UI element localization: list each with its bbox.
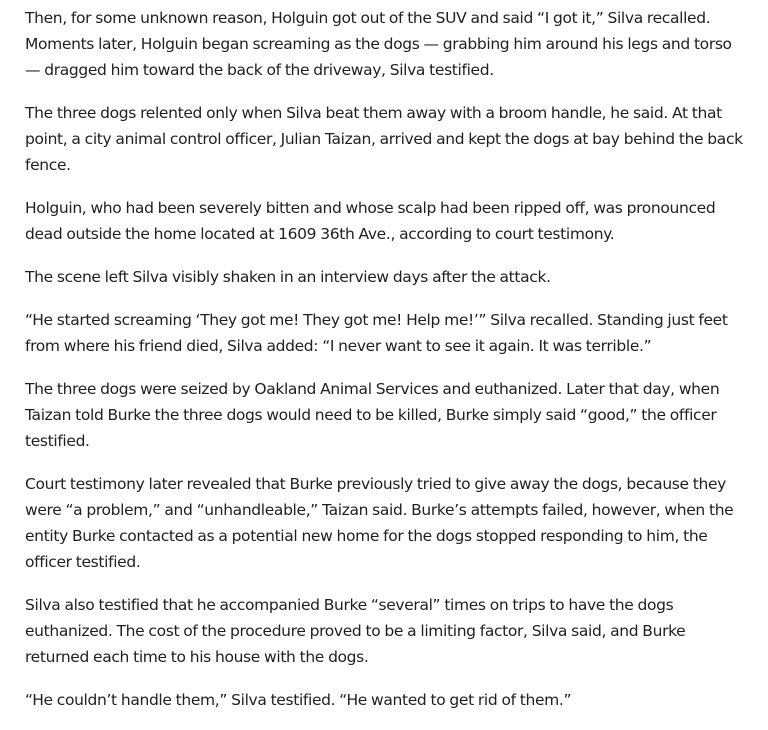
article-paragraph: The scene left Silva visibly shaken in an interview days after the attack. [25, 268, 551, 286]
article-paragraph: Court testimony later revealed that Burke previously tried to give away the dogs, because they were “a problem,” and “unhandleable,” Taizan said. Burke’s attempts failed, however, when the entity Burke contacted as a potential new home for the dogs stopped responding to him, the officer testified. [25, 475, 734, 571]
article-paragraph: “He couldn’t handle them,” Silva testified. “He wanted to get rid of them.” [25, 691, 572, 709]
article-paragraph: “He started screaming ‘They got me! They got me! Help me!’” Silva recalled. Standing just feet from where his friend died, Silva added: “I never want to see it again. It was terrible.” [25, 311, 728, 355]
article-paragraph: Holguin, who had been severely bitten and whose scalp had been ripped off, was pronounced dead outside the home located at 1609 36th Ave., according to court testimony. [25, 199, 716, 243]
article-paragraph: The three dogs were seized by Oakland Animal Services and euthanized. Later that day, when Taizan told Burke the three dogs would need to be killed, Burke simply said “good,” the officer testified. [25, 380, 720, 450]
article-paragraph: The three dogs relented only when Silva beat them away with a broom handle, he said. At that point, a city animal control officer, Julian Taizan, arrived and kept the dogs at bay behind the back fence. [25, 104, 743, 174]
article-body [25, 5, 743, 730]
article-paragraph: Silva also testified that he accompanied Burke “several” times on trips to have the dogs euthanized. The cost of the procedure proved to be a limiting factor, Silva said, and Burke returned each time to his house with the dogs. [25, 596, 686, 666]
article-paragraph: Then, for some unknown reason, Holguin got out of the SUV and said “I got it,” Silva recalled. Moments later, Holguin began screaming as the dogs — grabbing him around his legs and torso — dragged him toward the back of the driveway, Silva testified. [25, 9, 732, 79]
